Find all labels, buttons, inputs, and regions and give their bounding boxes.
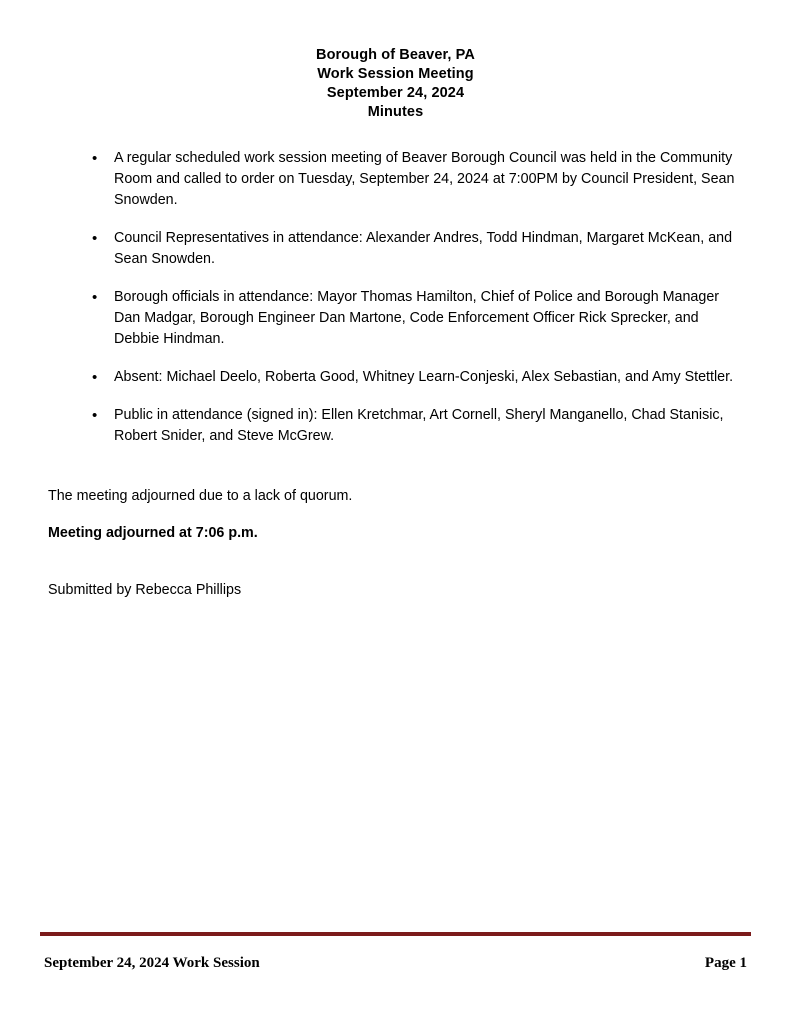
document-header (48, 46, 743, 122)
bullet-marker-icon: • (92, 289, 98, 306)
footer-divider (40, 932, 751, 936)
list-item-text: A regular scheduled work session meeting of Beaver Borough Council was held in the Community Room and called to order on Tuesday, September 24, 2024 at 7:00PM by Council President, Sean Snowden. (114, 150, 735, 208)
bullet-marker-icon: • (92, 230, 98, 247)
submitted-by: Submitted by Rebecca Phillips (48, 582, 242, 598)
list-item (48, 228, 743, 270)
list-item-text: Borough officials in attendance: Mayor Thomas Hamilton, Chief of Police and Borough Manager Dan Madgar, Borough Engineer Dan Martone, Code Enforcement Officer Rick Sprecker, and Debbie Hindman. (114, 289, 720, 347)
list-item-text: Council Representatives in attendance: Alexander Andres, Todd Hindman, Margaret McKean, and Sean Snowden. (114, 230, 733, 267)
header-line-date: September 24, 2024 (326, 85, 465, 101)
footer-left-text: September 24, 2024 Work Session (44, 955, 260, 971)
adjourn-note: The meeting adjourned due to a lack of quorum. (48, 488, 353, 504)
page-footer (44, 955, 747, 972)
bullet-marker-icon: • (92, 407, 98, 424)
adjourn-time: Meeting adjourned at 7:06 p.m. (48, 525, 258, 541)
list-item (48, 405, 743, 447)
header-line-meeting-type: Work Session Meeting (317, 66, 474, 82)
list-item-text: Absent: Michael Deelo, Roberta Good, Whitney Learn-Conjeski, Alex Sebastian, and Amy Stettler. (114, 369, 734, 385)
minutes-bullet-list (48, 148, 743, 447)
header-line-doctype: Minutes (367, 104, 424, 120)
footer-page-number: Page 1 (704, 955, 747, 971)
list-item (48, 287, 743, 350)
list-item (48, 148, 743, 211)
list-item (48, 367, 743, 388)
header-line-organization: Borough of Beaver, PA (316, 47, 475, 63)
list-item-text: Public in attendance (signed in): Ellen Kretchmar, Art Cornell, Sheryl Manganello, Chad Stanisic, Robert Snider, and Steve McGrew. (114, 407, 724, 444)
bullet-marker-icon: • (92, 369, 98, 386)
bullet-marker-icon: • (92, 150, 98, 167)
